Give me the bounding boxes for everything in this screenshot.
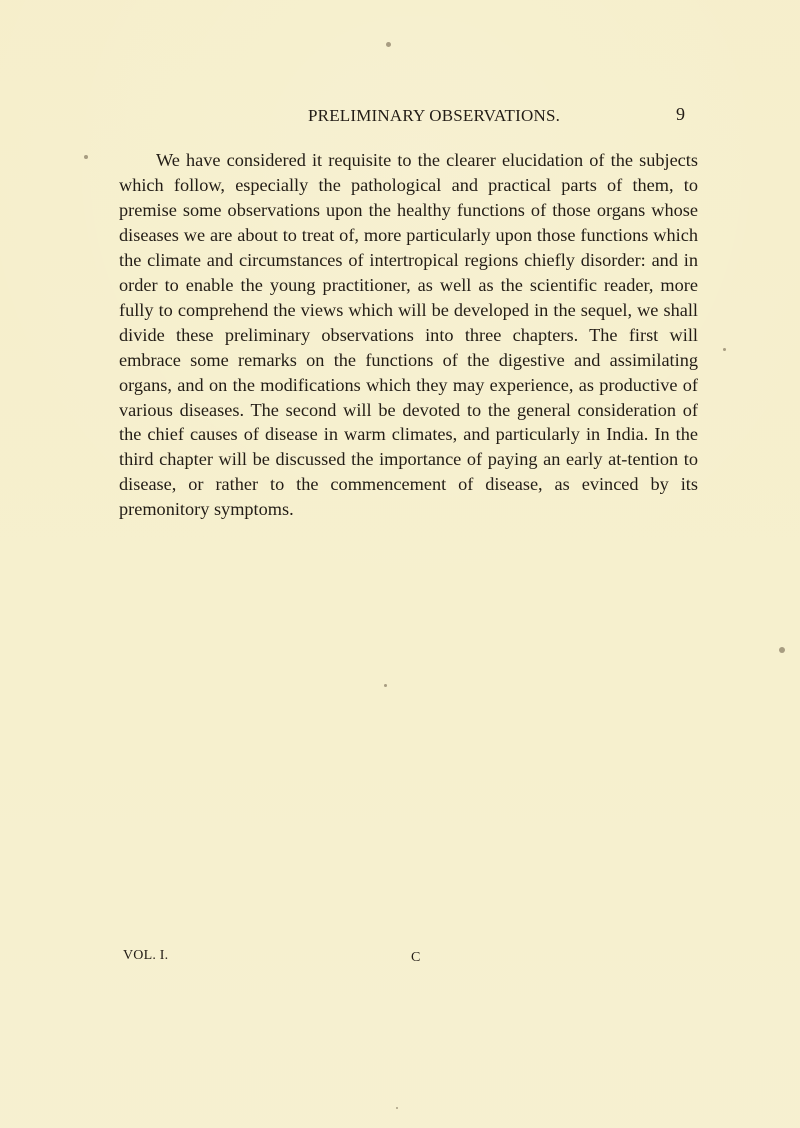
paper-speck xyxy=(386,42,391,47)
paper-speck xyxy=(84,155,88,159)
body-paragraph: We have considered it requisite to the clearer elucidation of the subjects which follow, especially the pathological and practical parts of them, to premise some observations upon the healthy functions of those organs whose diseases we are about to treat of, more particularly upon those functions which the climate and circumstances of intertropical regions chiefly disorder: and in order to enable the young practitioner, as well as the scientific reader, more fully to comprehend the views which will be developed in the sequel, we shall divide these preliminary observations into three chapters. The first will embrace some remarks on the functions of the digestive and assimilating organs, and on the modifications which they may experience, as productive of various diseases. The second will be devoted to the general consideration of the chief causes of disease in warm climates, and particularly in India. In the third chapter will be discussed the importance of paying an early at-tention to disease, or rather to the commencement of disease, as evinced by its premonitory symptoms. xyxy=(119,150,698,520)
paper-speck xyxy=(384,684,387,687)
signature-mark: C xyxy=(411,950,421,965)
paper-speck xyxy=(723,348,726,351)
volume-signature: VOL. I. xyxy=(123,948,169,963)
paper-speck xyxy=(396,1107,398,1109)
paper-speck xyxy=(779,647,785,653)
page-number: 9 xyxy=(676,104,685,124)
running-head: PRELIMINARY OBSERVATIONS. xyxy=(308,106,561,125)
